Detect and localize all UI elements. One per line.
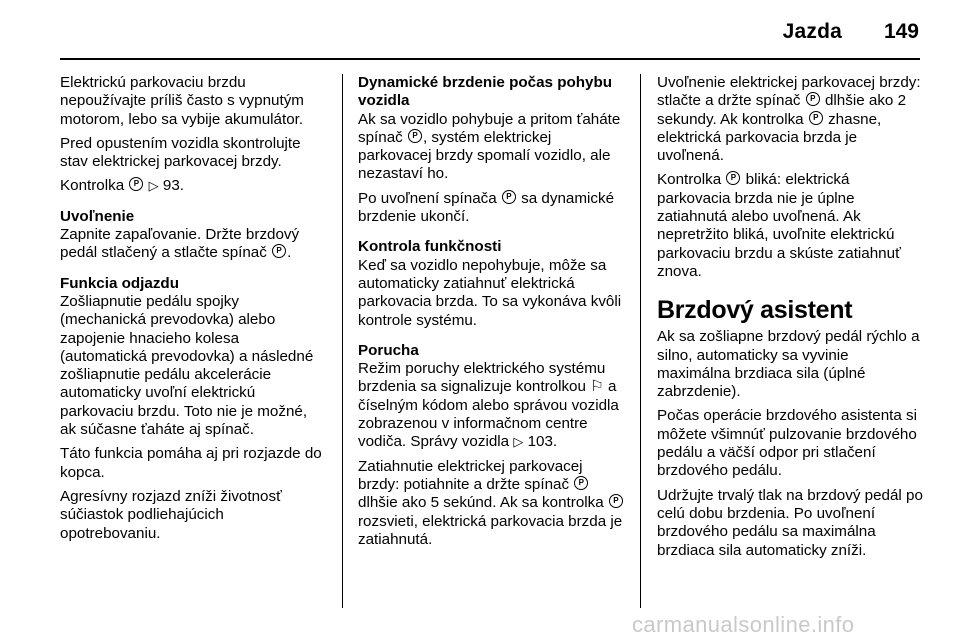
text: Zatiahnutie elektrickej parkovacej brzdy: potiahnite a držte spínač <box>358 457 583 493</box>
parking-brake-icon <box>272 244 286 258</box>
text: rozsvieti, elektrická parkovacia brzda je zatiahnutá. <box>358 512 623 548</box>
watermark: carmanualsonline.info <box>632 612 855 637</box>
arrow-reference-icon: ▷ <box>148 178 159 194</box>
heading-release: Uvoľnenie <box>60 207 135 225</box>
page-header <box>0 0 960 62</box>
text: dlhšie ako 5 sekúnd. Ak sa kontrolka <box>358 494 604 512</box>
paragraph: Udržujte trvalý tlak na brzdový pedál po celú dobu brzdenia. Po uvoľnení brzdového pedálu sa maximálna brzdiaca sila automaticky zníži. <box>657 486 923 559</box>
paragraph <box>358 458 624 549</box>
paragraph <box>657 74 923 165</box>
section-title: Jazda <box>782 20 842 43</box>
heading-fault: Porucha <box>358 341 419 359</box>
paragraph: Táto funkcia pomáha aj pri rozjazde do kopca. <box>60 445 322 481</box>
paragraph: Keď sa vozidlo nepohybuje, môže sa automaticky zatiahnuť elektrická parkovacia brzda. To sa vykonáva kvôli kontrole systému. <box>358 256 622 329</box>
text: Kontrolka <box>657 171 722 189</box>
paragraph: Zošliapnutie pedálu spojky (mechanická prevodovka) alebo zapojenie hnacieho kolesa (automatická prevodovka) a následné zošliapnutie pedálu akcelerácie automaticky uvoľní elektrickú parkovaciu brzdu. Toto nie je možné, ak súčasne ťaháte aj spínač. <box>60 292 314 439</box>
column-1 <box>60 74 326 549</box>
page-reference: 93. <box>162 177 184 195</box>
paragraph <box>358 190 624 227</box>
page-number: 149 <box>883 20 919 43</box>
warning-icon: ⚐ <box>590 378 604 396</box>
paragraph <box>358 111 624 184</box>
parking-brake-icon <box>408 129 422 143</box>
heading-dynamic-braking: Dynamické brzdenie počas pohybu vozidla <box>358 74 613 110</box>
text: sa dynamické brzdenie ukončí. <box>358 189 615 226</box>
column-divider <box>640 74 641 608</box>
paragraph: Počas operácie brzdového asistenta si môžete všimnúť pulzovanie brzdového pedálu a väčší odpor pri stlačení brzdového pedálu. <box>657 407 918 480</box>
text: . <box>287 244 292 262</box>
heading-function-check: Kontrola funkčnosti <box>358 238 502 256</box>
parking-brake-icon <box>726 171 740 185</box>
parking-brake-icon <box>502 190 516 204</box>
paragraph <box>358 360 624 451</box>
column-3 <box>657 74 923 566</box>
paragraph: Pred opustením vozidla skontrolujte stav elektrickej parkovacej brzdy. <box>60 134 301 171</box>
text: Ak sa vozidlo pohybuje a pritom ťaháte spínač <box>358 110 621 146</box>
arrow-reference-icon: ▷ <box>513 434 524 450</box>
text: dlhšie ako 2 sekundy. Ak kontrolka <box>657 92 907 128</box>
paragraph <box>657 171 923 281</box>
heading-pulloff: Funkcia odjazdu <box>60 274 179 292</box>
column-2 <box>358 74 624 555</box>
parking-brake-icon <box>809 111 823 125</box>
text: Zapnite zapaľovanie. Držte brzdový pedál stlačený a stlačte spínač <box>60 226 300 262</box>
text: Po uvoľnení spínača <box>358 189 497 207</box>
text: Režim poruchy elektrického systému brzdenia sa signalizuje kontrolkou <box>358 360 606 396</box>
column-divider <box>342 74 343 608</box>
text: Uvoľnenie elektrickej parkovacej brzdy: stlačte a držte spínač <box>657 74 921 110</box>
text: zhasne, elektrická parkovacia brzda je uvoľnená. <box>657 110 882 165</box>
parking-brake-icon <box>129 177 143 191</box>
heading-brake-assist: Brzdový asistent <box>657 296 853 325</box>
parking-brake-icon <box>574 476 588 490</box>
paragraph <box>60 177 326 195</box>
text: a číselným kódom alebo správou vozidla zobrazenou v informačnom centre vodiča. Správy vozidla <box>358 378 619 451</box>
paragraph: Elektrickú parkovaciu brzdu nepoužívajte príliš často s vypnutým motorom, lebo sa vybije akumulátor. <box>60 74 304 128</box>
header-rule <box>60 58 920 60</box>
paragraph: Agresívny rozjazd zníži životnosť súčiastok podliehajúcich opotrebovaniu. <box>60 487 282 542</box>
paragraph <box>60 226 326 263</box>
text: bliká: elektrická parkovacia brzda nie je úplne zatiahnutá alebo uvoľnená. Ak nepretržito bliká, uvoľnite elektrickú parkovaciu brzdu a skúste zatiahnuť znova. <box>657 171 901 280</box>
text: , systém elektrickej parkovacej brzdy spomalí vozidlo, ale nezastaví ho. <box>358 128 611 183</box>
paragraph: Ak sa zošliapne brzdový pedál rýchlo a silno, automaticky sa vyvinie maximálna brzdiaca sila (úplné zabrzdenie). <box>657 328 920 401</box>
parking-brake-icon <box>806 92 820 106</box>
page-reference: 103. <box>527 433 558 451</box>
text: Kontrolka <box>60 177 125 195</box>
parking-brake-icon <box>609 494 623 508</box>
